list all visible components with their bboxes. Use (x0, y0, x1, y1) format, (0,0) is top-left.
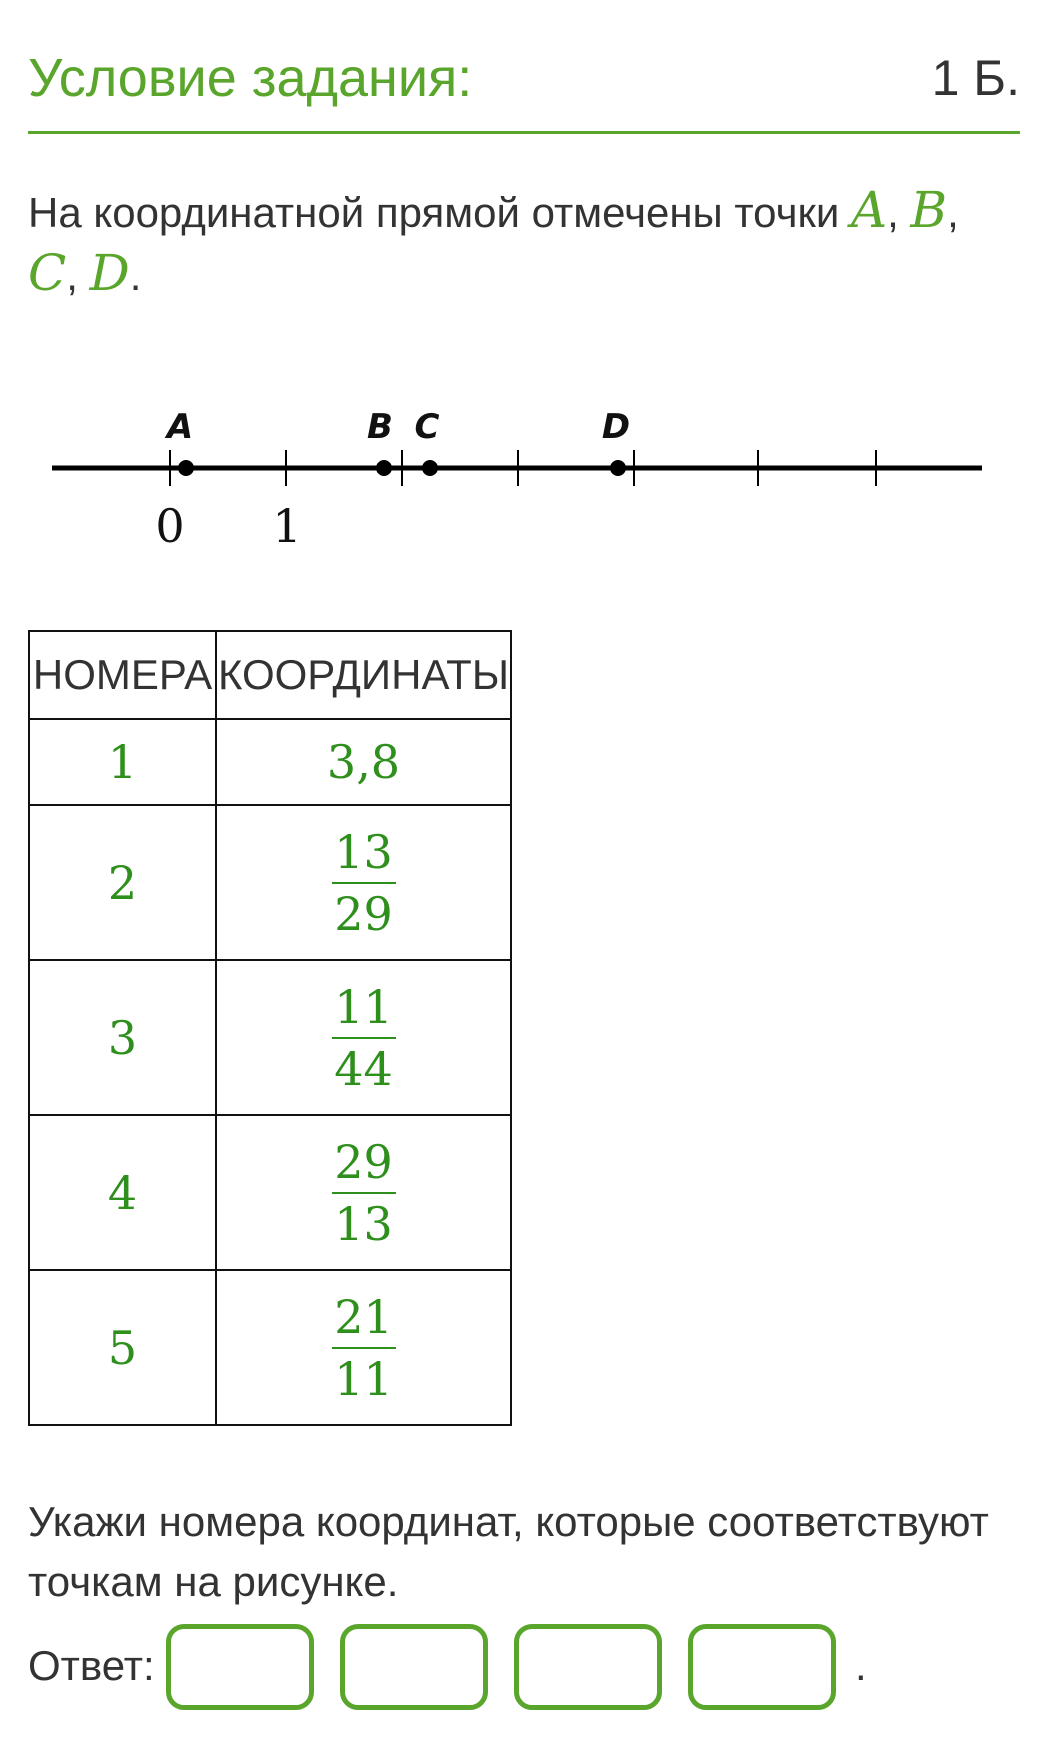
row-fraction (216, 1270, 511, 1425)
row-number: 4 (29, 1115, 216, 1270)
table-header-row (29, 631, 511, 719)
task-points: 1 Б. (931, 50, 1020, 106)
point-d-label: D (601, 407, 631, 447)
table-row (29, 719, 511, 805)
answer-input-2[interactable] (340, 1624, 488, 1710)
row-number: 3 (29, 960, 216, 1115)
tick-label-0: 0 (155, 499, 185, 553)
fraction-denominator: 13 (334, 1196, 393, 1251)
row-number: 1 (29, 719, 216, 805)
row-fraction (216, 805, 511, 960)
row-value: 3,8 (216, 719, 511, 805)
answer-input-1[interactable] (166, 1624, 314, 1710)
point-a-dot (178, 460, 194, 476)
answer-end: . (855, 1642, 867, 1689)
task-end: . (129, 252, 142, 299)
header-numbers: НОМЕРА (29, 631, 216, 719)
table-row (29, 1270, 511, 1425)
fraction-denominator: 11 (334, 1351, 393, 1406)
task-header (28, 48, 1020, 134)
fraction-denominator: 44 (334, 1041, 393, 1096)
fraction-numerator: 11 (334, 979, 393, 1034)
answer-prompt: Укажи номера координат, которые соответствуют точкам на рисунке. (28, 1498, 989, 1605)
header-coordinates: КООРДИНАТЫ (216, 631, 511, 719)
row-number: 2 (29, 805, 216, 960)
fraction-denominator: 29 (334, 886, 393, 941)
row-number: 5 (29, 1270, 216, 1425)
coordinates-table (28, 630, 512, 1426)
fraction-numerator: 21 (334, 1289, 393, 1344)
point-d: D (89, 244, 130, 302)
fraction-numerator: 29 (334, 1134, 393, 1189)
answer-input-4[interactable] (688, 1624, 836, 1710)
tick-label-1: 1 (272, 499, 302, 553)
row-fraction (216, 1115, 511, 1270)
number-line (0, 400, 1049, 560)
point-c-label: C (414, 407, 440, 447)
point-d-dot (610, 460, 626, 476)
table-row (29, 1115, 511, 1270)
point-c-dot (422, 460, 438, 476)
point-c: C (28, 244, 67, 302)
task-title: Условие задания: (28, 48, 473, 108)
fraction-numerator: 13 (334, 824, 393, 879)
table-row (29, 805, 511, 960)
point-b-label: B (367, 407, 393, 447)
point-b-dot (376, 460, 392, 476)
table-row (29, 960, 511, 1115)
point-b: B (910, 181, 948, 239)
task-text: На координатной прямой отмечены точки (28, 189, 851, 236)
answer-label: Ответ: (28, 1642, 155, 1689)
task-statement: На координатной прямой отмечены точки A, B, C, D. (28, 181, 959, 302)
answer-input-3[interactable] (514, 1624, 662, 1710)
row-fraction (216, 960, 511, 1115)
point-a: A (850, 181, 888, 239)
point-a-label: A (166, 407, 194, 447)
